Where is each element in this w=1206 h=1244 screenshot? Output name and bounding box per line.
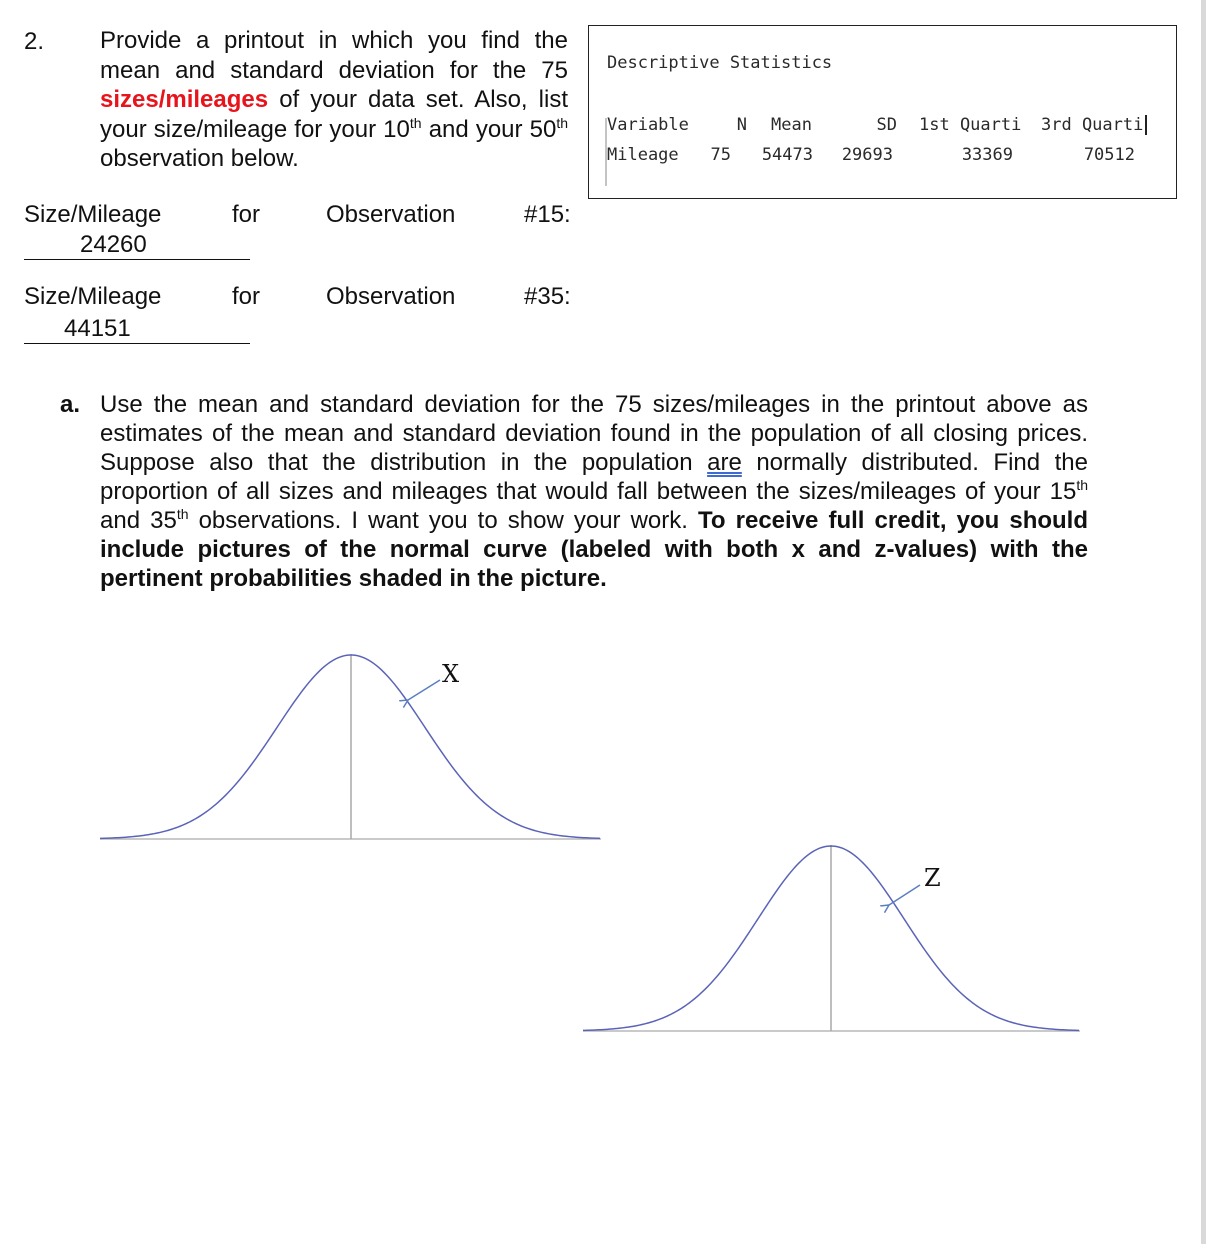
z-pointer-arrow-icon xyxy=(889,885,920,905)
full-credit-instruction: To receive full credit, you should include pictures of the normal curve (labeled with both x and z-values) with the pertinent probabilities shaded in the picture. xyxy=(100,507,1089,592)
header-sd: SD xyxy=(876,115,897,135)
header-n: N xyxy=(736,115,747,135)
value-1st-quartile: 33369 xyxy=(961,145,1013,165)
highlight-sizes-mileages: sizes/mileages xyxy=(100,86,269,113)
header-mean: Mean xyxy=(771,115,812,135)
value-3rd-quartile: 70512 xyxy=(1083,145,1135,165)
value-sd: 29693 xyxy=(841,145,893,165)
x-pointer-arrow-icon xyxy=(408,680,440,700)
header-1st-quartile: 1st Quarti xyxy=(919,115,1022,135)
question-prompt: Provide a printout in which you find the mean and standard deviation for the 75 sizes/mileages of your data set. Also, list your size/mileage for your 10th and your 50th observation below. xyxy=(100,27,569,172)
z-curve-label: Z xyxy=(924,864,941,892)
underlined-are: are xyxy=(707,449,742,476)
z-normal-curve xyxy=(583,845,1080,1031)
observation-answer-35: 44151 xyxy=(24,313,250,344)
part-a-instructions: Use the mean and standard deviation for the 75 sizes/mileages in the printout above as estimates of the mean and standard deviation found in the population of all closing prices. Suppose also that the distribution in the population are normally distributed. Find the proportion of all sizes and mileages that would fall between the sizes/mileages of your 15th and 35th observations. I want you to show your work. To receive full credit, you should include pictures of the normal curve (labeled with both x and z-values) with the pertinent probabilities shaded in the picture. xyxy=(100,391,1089,592)
part-a-letter: a. xyxy=(60,391,81,418)
x-curve-label: X xyxy=(442,660,460,688)
value-n: 75 xyxy=(710,145,731,165)
question-number: 2. xyxy=(24,28,45,55)
header-3rd-quartile: 3rd Quarti xyxy=(1041,115,1147,135)
observation-answer-15: 24260 xyxy=(24,229,250,260)
x-bell-curve xyxy=(100,655,600,838)
value-mean: 54473 xyxy=(761,145,813,165)
value-variable: Mileage xyxy=(607,145,679,165)
printout-title: Descriptive Statistics xyxy=(607,53,833,73)
x-normal-curve xyxy=(100,654,601,839)
header-variable: Variable xyxy=(607,115,689,135)
